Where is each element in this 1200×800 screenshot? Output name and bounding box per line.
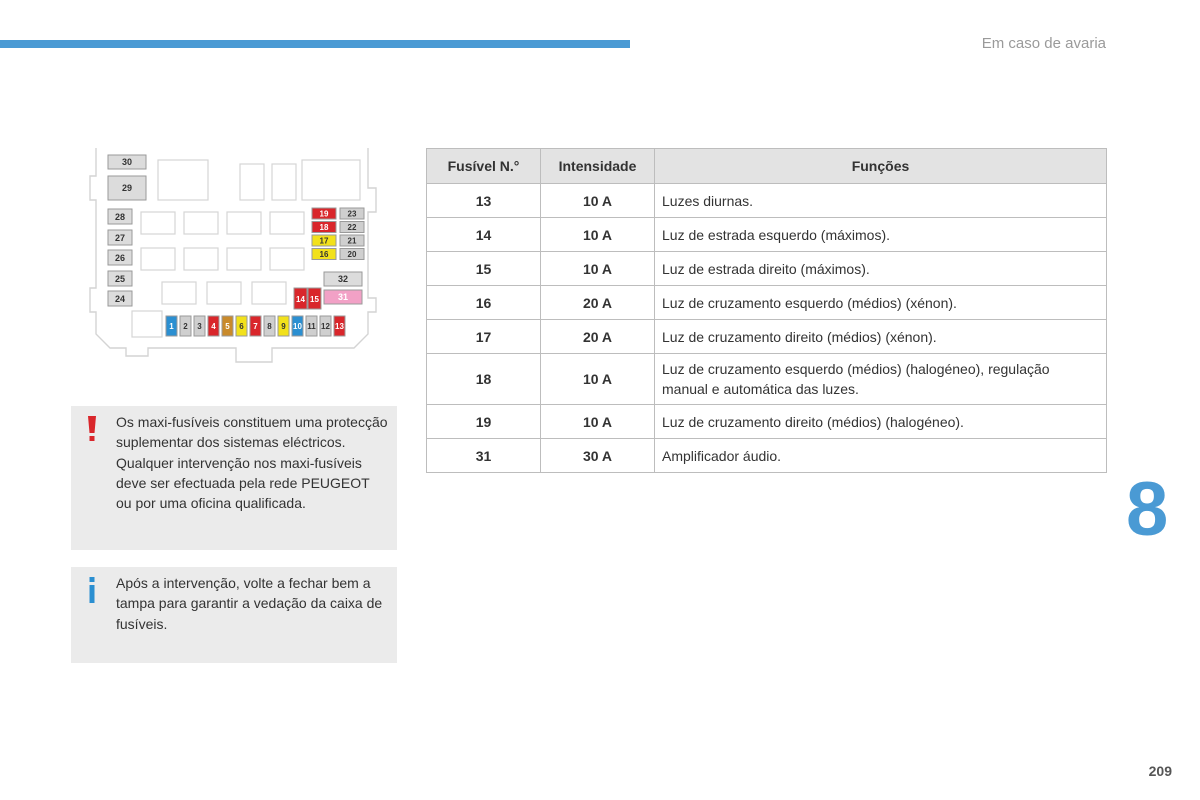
fuse-27: 27 bbox=[114, 233, 126, 243]
table-header-row bbox=[427, 149, 1107, 184]
fuse-2: 2 bbox=[183, 321, 188, 331]
table-row bbox=[427, 184, 1107, 218]
fuse-number: 15 bbox=[427, 252, 541, 286]
fuse-intensity: 10 A bbox=[541, 252, 655, 286]
exclamation-icon bbox=[87, 416, 97, 442]
fuse-25: 25 bbox=[114, 274, 126, 284]
table-row bbox=[427, 439, 1107, 473]
fuse-function: Luz de estrada direito (máximos). bbox=[655, 252, 1107, 286]
fuse-number: 13 bbox=[427, 184, 541, 218]
fuse-function: Luz de estrada esquerdo (máximos). bbox=[655, 218, 1107, 252]
fuse-7: 7 bbox=[253, 321, 258, 331]
table-row bbox=[427, 286, 1107, 320]
fuse-number: 19 bbox=[427, 405, 541, 439]
header-functions: Funções bbox=[655, 149, 1107, 184]
fuse-intensity: 10 A bbox=[541, 184, 655, 218]
fuse-function: Luz de cruzamento direito (médios) (halogéneo). bbox=[655, 405, 1107, 439]
fuse-1: 1 bbox=[169, 321, 174, 331]
fuse-13: 13 bbox=[335, 321, 344, 331]
section-title: Em caso de avaria bbox=[981, 35, 1106, 52]
fuse-16: 16 bbox=[319, 249, 329, 259]
fuse-21: 21 bbox=[347, 236, 357, 246]
table-row bbox=[427, 252, 1107, 286]
fuse-9: 9 bbox=[281, 321, 286, 331]
fuse-12: 12 bbox=[321, 321, 330, 331]
header-fuse-number: Fusível N.° bbox=[427, 149, 541, 184]
fuse-intensity: 20 A bbox=[541, 320, 655, 354]
header-accent-bar bbox=[0, 40, 630, 48]
fuse-table bbox=[426, 148, 1107, 473]
fuse-6: 6 bbox=[239, 321, 244, 331]
chapter-number: 8 bbox=[1126, 467, 1169, 552]
fuse-23: 23 bbox=[347, 209, 357, 219]
fuse-intensity: 10 A bbox=[541, 218, 655, 252]
table-row bbox=[427, 354, 1107, 405]
warning-text: Os maxi-fusíveis constituem uma protecção suplementar dos sistemas eléctricos. Qualquer intervenção nos maxi-fusíveis deve ser efectuada pela rede PEUGEOT ou por uma oficina qualificada. bbox=[116, 414, 388, 512]
info-text: Após a intervenção, volte a fechar bem a tampa para garantir a vedação da caixa de fusíveis. bbox=[116, 575, 383, 632]
fuse-14: 14 bbox=[296, 295, 305, 304]
table-row bbox=[427, 218, 1107, 252]
grid-fuses bbox=[312, 208, 364, 260]
fuse-function: Luz de cruzamento esquerdo (médios) (halogéneo), regulação manual e automática das luzes. bbox=[655, 354, 1107, 405]
fuse-11: 11 bbox=[307, 321, 316, 331]
fuse-function: Luz de cruzamento esquerdo (médios) (xénon). bbox=[655, 286, 1107, 320]
fuse-31: 31 bbox=[337, 292, 349, 302]
fuse-number: 31 bbox=[427, 439, 541, 473]
fuse-function: Amplificador áudio. bbox=[655, 439, 1107, 473]
fuse-17: 17 bbox=[319, 236, 329, 246]
fuse-15: 15 bbox=[310, 295, 319, 304]
table-row bbox=[427, 405, 1107, 439]
fuse-19: 19 bbox=[319, 209, 329, 219]
warning-note bbox=[71, 406, 397, 550]
fuse-5: 5 bbox=[225, 321, 230, 331]
fuse-number: 14 bbox=[427, 218, 541, 252]
fuse-function: Luzes diurnas. bbox=[655, 184, 1107, 218]
fuse-30: 30 bbox=[121, 157, 133, 167]
fuse-intensity: 10 A bbox=[541, 405, 655, 439]
fuse-3: 3 bbox=[197, 321, 202, 331]
fuse-box-diagram bbox=[86, 148, 386, 363]
fuse-number: 17 bbox=[427, 320, 541, 354]
fuse-function: Luz de cruzamento direito (médios) (xénon). bbox=[655, 320, 1107, 354]
fuse-24: 24 bbox=[114, 294, 126, 304]
left-fuses bbox=[108, 155, 146, 306]
fuse-4: 4 bbox=[211, 321, 216, 331]
fuse-10: 10 bbox=[293, 321, 302, 331]
header-intensity: Intensidade bbox=[541, 149, 655, 184]
table-row bbox=[427, 320, 1107, 354]
fuse-intensity: 30 A bbox=[541, 439, 655, 473]
fuse-number: 18 bbox=[427, 354, 541, 405]
fuse-20: 20 bbox=[347, 249, 357, 259]
fuse-29: 29 bbox=[121, 183, 133, 193]
info-note bbox=[71, 567, 397, 663]
fuse-intensity: 20 A bbox=[541, 286, 655, 320]
fuse-18: 18 bbox=[319, 222, 329, 232]
mid-fuses bbox=[294, 272, 362, 309]
fuse-32: 32 bbox=[337, 274, 349, 284]
fuse-22: 22 bbox=[347, 222, 357, 232]
fuse-26: 26 bbox=[114, 253, 126, 263]
info-icon bbox=[87, 577, 97, 603]
fuse-intensity: 10 A bbox=[541, 354, 655, 405]
fuse-28: 28 bbox=[114, 212, 126, 222]
page-number: 209 bbox=[1148, 763, 1172, 779]
fuse-number: 16 bbox=[427, 286, 541, 320]
fuse-8: 8 bbox=[267, 321, 272, 331]
bottom-fuses bbox=[166, 316, 345, 336]
